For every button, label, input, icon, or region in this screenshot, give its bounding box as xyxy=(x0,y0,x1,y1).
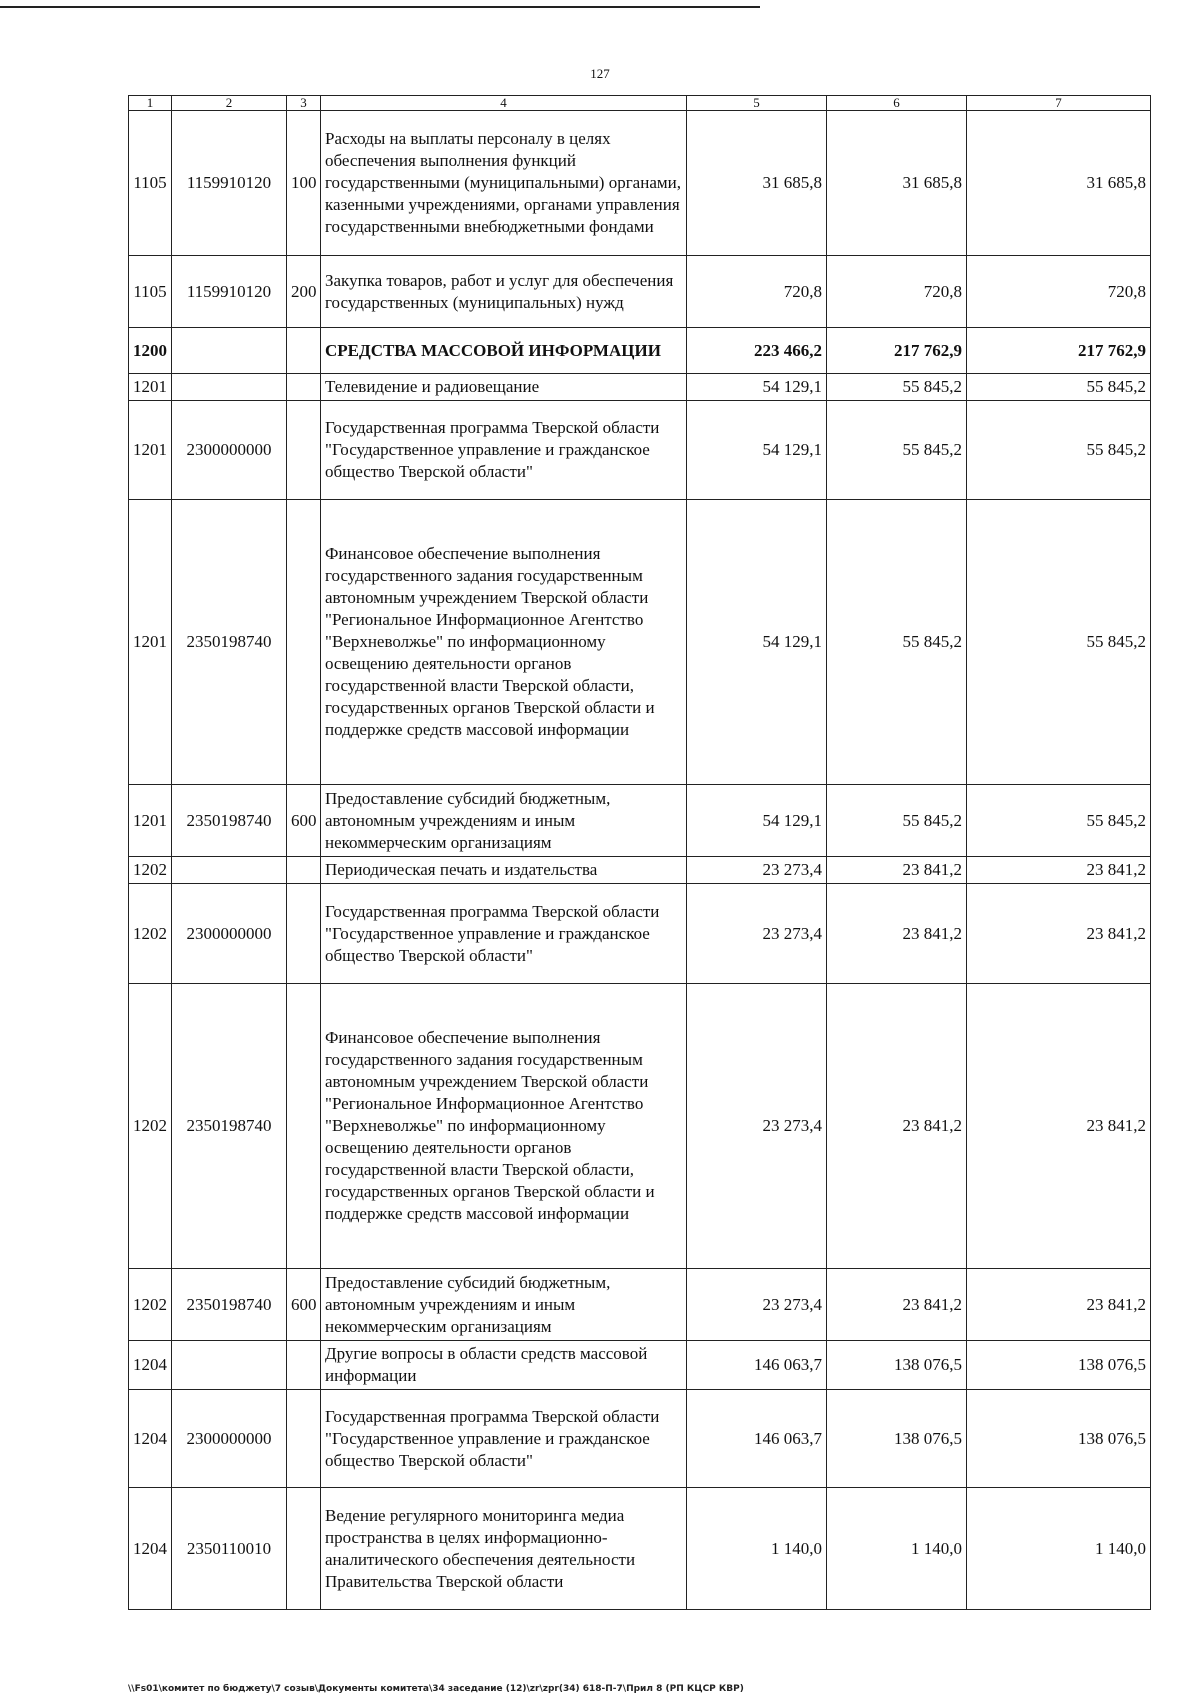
item-name: Государственная программа Тверской области "Государственное управление и гражданское общество Тверской области" xyxy=(321,1390,687,1488)
target-code: 2350110010 xyxy=(172,1488,287,1610)
table-row xyxy=(129,374,1151,401)
col-header-3: 3 xyxy=(287,96,321,111)
budget-table xyxy=(128,95,1151,1610)
col-header-5: 5 xyxy=(687,96,827,111)
value-col6: 23 841,2 xyxy=(827,857,967,884)
section-code: 1201 xyxy=(129,374,172,401)
value-col5: 146 063,7 xyxy=(687,1341,827,1390)
page-number: 127 xyxy=(590,66,610,81)
top-rule xyxy=(0,6,760,8)
expense-type xyxy=(287,984,321,1269)
target-code: 2300000000 xyxy=(172,401,287,500)
value-col6: 23 841,2 xyxy=(827,984,967,1269)
expense-type xyxy=(287,857,321,884)
table-row xyxy=(129,984,1151,1269)
table-row xyxy=(129,401,1151,500)
value-col5: 23 273,4 xyxy=(687,857,827,884)
expense-type xyxy=(287,401,321,500)
target-code xyxy=(172,374,287,401)
item-name: СРЕДСТВА МАССОВОЙ ИНФОРМАЦИИ xyxy=(321,328,687,374)
value-col6: 23 841,2 xyxy=(827,884,967,984)
section-code: 1204 xyxy=(129,1488,172,1610)
header-row xyxy=(129,96,1151,111)
target-code: 2300000000 xyxy=(172,1390,287,1488)
value-col5: 54 129,1 xyxy=(687,374,827,401)
expense-type xyxy=(287,500,321,785)
target-code: 2350198740 xyxy=(172,785,287,857)
value-col7: 55 845,2 xyxy=(967,401,1151,500)
col-header-1: 1 xyxy=(129,96,172,111)
item-name: Телевидение и радиовещание xyxy=(321,374,687,401)
target-code: 2350198740 xyxy=(172,500,287,785)
target-code xyxy=(172,328,287,374)
col-header-2: 2 xyxy=(172,96,287,111)
item-name: Предоставление субсидий бюджетным, автономным учреждениям и иным некоммерческим организациям xyxy=(321,785,687,857)
section-code: 1201 xyxy=(129,500,172,785)
table-row xyxy=(129,1488,1151,1610)
target-code: 2350198740 xyxy=(172,1269,287,1341)
value-col7: 138 076,5 xyxy=(967,1341,1151,1390)
item-name: Государственная программа Тверской области "Государственное управление и гражданское общество Тверской области" xyxy=(321,401,687,500)
value-col5: 23 273,4 xyxy=(687,984,827,1269)
item-name: Закупка товаров, работ и услуг для обеспечения государственных (муниципальных) нужд xyxy=(321,256,687,328)
value-col7: 55 845,2 xyxy=(967,785,1151,857)
value-col7: 720,8 xyxy=(967,256,1151,328)
item-name: Предоставление субсидий бюджетным, автономным учреждениям и иным некоммерческим организациям xyxy=(321,1269,687,1341)
expense-type: 600 xyxy=(287,1269,321,1341)
value-col6: 31 685,8 xyxy=(827,111,967,256)
expense-type xyxy=(287,328,321,374)
section-code: 1202 xyxy=(129,884,172,984)
value-col6: 138 076,5 xyxy=(827,1341,967,1390)
value-col6: 55 845,2 xyxy=(827,374,967,401)
target-code: 2300000000 xyxy=(172,884,287,984)
table-row xyxy=(129,256,1151,328)
target-code: 1159910120 xyxy=(172,111,287,256)
table-row-section-total xyxy=(129,328,1151,374)
value-col7: 1 140,0 xyxy=(967,1488,1151,1610)
target-code: 2350198740 xyxy=(172,984,287,1269)
expense-type xyxy=(287,884,321,984)
expense-type: 200 xyxy=(287,256,321,328)
section-code: 1204 xyxy=(129,1341,172,1390)
value-col6: 55 845,2 xyxy=(827,785,967,857)
table-row xyxy=(129,884,1151,984)
table-row xyxy=(129,1390,1151,1488)
section-code: 1202 xyxy=(129,857,172,884)
value-col6: 55 845,2 xyxy=(827,401,967,500)
value-col7: 23 841,2 xyxy=(967,1269,1151,1341)
col-header-4: 4 xyxy=(321,96,687,111)
value-col6: 23 841,2 xyxy=(827,1269,967,1341)
section-code: 1105 xyxy=(129,256,172,328)
item-name: Финансовое обеспечение выполнения государственного задания государственным автономным учреждением Тверской области "Региональное Информационное Агентство "Верхневолжье" по информационному освещению деятельности органов государственной власти Тверской области, государственных органов Тверской области и поддержке средств массовой информации xyxy=(321,500,687,785)
expense-type xyxy=(287,1488,321,1610)
value-col7: 55 845,2 xyxy=(967,500,1151,785)
section-code: 1105 xyxy=(129,111,172,256)
table-row xyxy=(129,111,1151,256)
table-row xyxy=(129,1341,1151,1390)
table-row xyxy=(129,1269,1151,1341)
value-col5: 23 273,4 xyxy=(687,884,827,984)
value-col6: 1 140,0 xyxy=(827,1488,967,1610)
expense-type: 600 xyxy=(287,785,321,857)
value-col6: 720,8 xyxy=(827,256,967,328)
value-col7: 217 762,9 xyxy=(967,328,1151,374)
item-name: Другие вопросы в области средств массовой информации xyxy=(321,1341,687,1390)
value-col5: 54 129,1 xyxy=(687,785,827,857)
section-code: 1201 xyxy=(129,401,172,500)
value-col5: 23 273,4 xyxy=(687,1269,827,1341)
expense-type: 100 xyxy=(287,111,321,256)
value-col7: 138 076,5 xyxy=(967,1390,1151,1488)
value-col7: 23 841,2 xyxy=(967,984,1151,1269)
value-col5: 146 063,7 xyxy=(687,1390,827,1488)
table-row xyxy=(129,857,1151,884)
target-code xyxy=(172,857,287,884)
value-col5: 54 129,1 xyxy=(687,500,827,785)
section-code: 1204 xyxy=(129,1390,172,1488)
section-code: 1200 xyxy=(129,328,172,374)
expense-type xyxy=(287,1390,321,1488)
expense-type xyxy=(287,374,321,401)
value-col7: 23 841,2 xyxy=(967,884,1151,984)
item-name: Финансовое обеспечение выполнения государственного задания государственным автономным учреждением Тверской области "Региональное Информационное Агентство "Верхневолжье" по информационному освещению деятельности органов государственной власти Тверской области, государственных органов Тверской области и поддержке средств массовой информации xyxy=(321,984,687,1269)
col-header-7: 7 xyxy=(967,96,1151,111)
value-col6: 55 845,2 xyxy=(827,500,967,785)
value-col7: 23 841,2 xyxy=(967,857,1151,884)
item-name: Государственная программа Тверской области "Государственное управление и гражданское общество Тверской области" xyxy=(321,884,687,984)
value-col6: 217 762,9 xyxy=(827,328,967,374)
value-col7: 31 685,8 xyxy=(967,111,1151,256)
section-code: 1202 xyxy=(129,984,172,1269)
item-name: Ведение регулярного мониторинга медиа пространства в целях информационно-аналитического обеспечения деятельности Правительства Тверской области xyxy=(321,1488,687,1610)
value-col5: 54 129,1 xyxy=(687,401,827,500)
file-path-footer: \\Fs01\комитет по бюджету\7 созыв\Документы комитета\34 заседание (12)\zr\zpr(34) 618-П-7\Прил 8 (РП КЦСР КВР) xyxy=(128,1684,744,1694)
value-col7: 55 845,2 xyxy=(967,374,1151,401)
value-col5: 31 685,8 xyxy=(687,111,827,256)
col-header-6: 6 xyxy=(827,96,967,111)
table-row xyxy=(129,500,1151,785)
value-col6: 138 076,5 xyxy=(827,1390,967,1488)
value-col5: 720,8 xyxy=(687,256,827,328)
item-name: Периодическая печать и издательства xyxy=(321,857,687,884)
value-col5: 1 140,0 xyxy=(687,1488,827,1610)
section-code: 1201 xyxy=(129,785,172,857)
target-code xyxy=(172,1341,287,1390)
value-col5: 223 466,2 xyxy=(687,328,827,374)
section-code: 1202 xyxy=(129,1269,172,1341)
table-row xyxy=(129,785,1151,857)
expense-type xyxy=(287,1341,321,1390)
item-name: Расходы на выплаты персоналу в целях обеспечения выполнения функций государственными (муниципальными) органами, казенными учреждениями, органами управления государственными внебюджетными фондами xyxy=(321,111,687,256)
target-code: 1159910120 xyxy=(172,256,287,328)
